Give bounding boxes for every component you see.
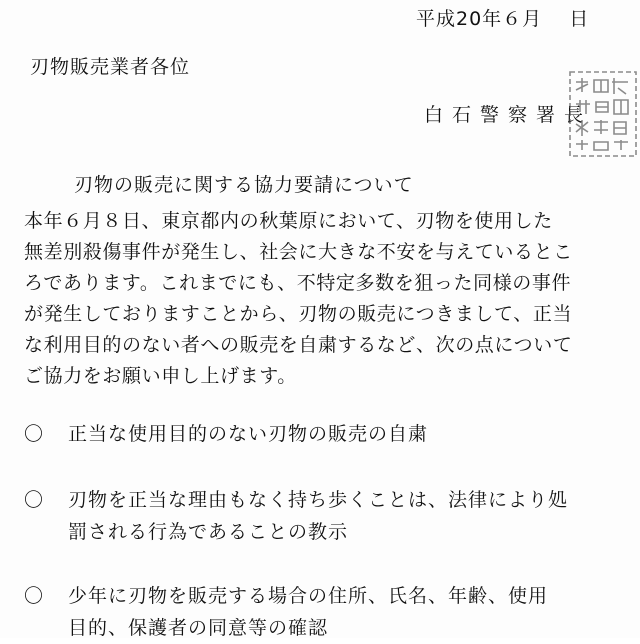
request-item-line bbox=[24, 418, 624, 450]
sender-line: 白石警察署長 bbox=[424, 104, 593, 126]
request-item bbox=[24, 418, 624, 450]
circle-bullet-icon: 〇 bbox=[24, 423, 45, 445]
body-paragraph bbox=[24, 206, 628, 392]
request-item-text: 正当な使用目的のない刃物の販売の自粛 bbox=[68, 423, 429, 445]
body-line: ろであります。これまでにも、不特定多数を狙った同様の事件 bbox=[24, 272, 572, 294]
request-item bbox=[24, 580, 624, 644]
request-item-line bbox=[24, 580, 624, 612]
request-item bbox=[24, 484, 624, 548]
circle-bullet-icon: 〇 bbox=[24, 585, 45, 607]
request-item-text: 罰される行為であることの教示 bbox=[68, 521, 349, 543]
request-item-text: 目的、保護者の同意等の確認 bbox=[68, 617, 329, 639]
body-line: が発生しておりますことから、刃物の販売につきまして、正当 bbox=[24, 303, 573, 325]
request-item-text: 刃物を正当な理由もなく持ち歩くことは、法律により処 bbox=[68, 489, 569, 511]
official-seal-stamp-icon bbox=[566, 68, 640, 160]
request-item-line bbox=[24, 484, 624, 516]
circle-bullet-icon: 〇 bbox=[24, 489, 45, 511]
request-item-text: 少年に刃物を販売する場合の住所、氏名、年齢、使用 bbox=[68, 585, 549, 607]
document-date: 平成20年６月 日 bbox=[416, 8, 590, 30]
recipient-line: 刃物販売業者各位 bbox=[30, 56, 191, 78]
document-subject: 刃物の販売に関する協力要請について bbox=[74, 174, 414, 196]
body-line: ご協力をお願い申し上げます。 bbox=[24, 365, 297, 387]
body-line: な利用目的のない者への販売を自粛するなど、次の点について bbox=[24, 334, 573, 356]
body-line: 本年６月８日、東京都内の秋葉原において、刃物を使用した bbox=[24, 210, 553, 232]
body-line: 無差別殺傷事件が発生し、社会に大きな不安を与えているとこ bbox=[24, 241, 573, 263]
